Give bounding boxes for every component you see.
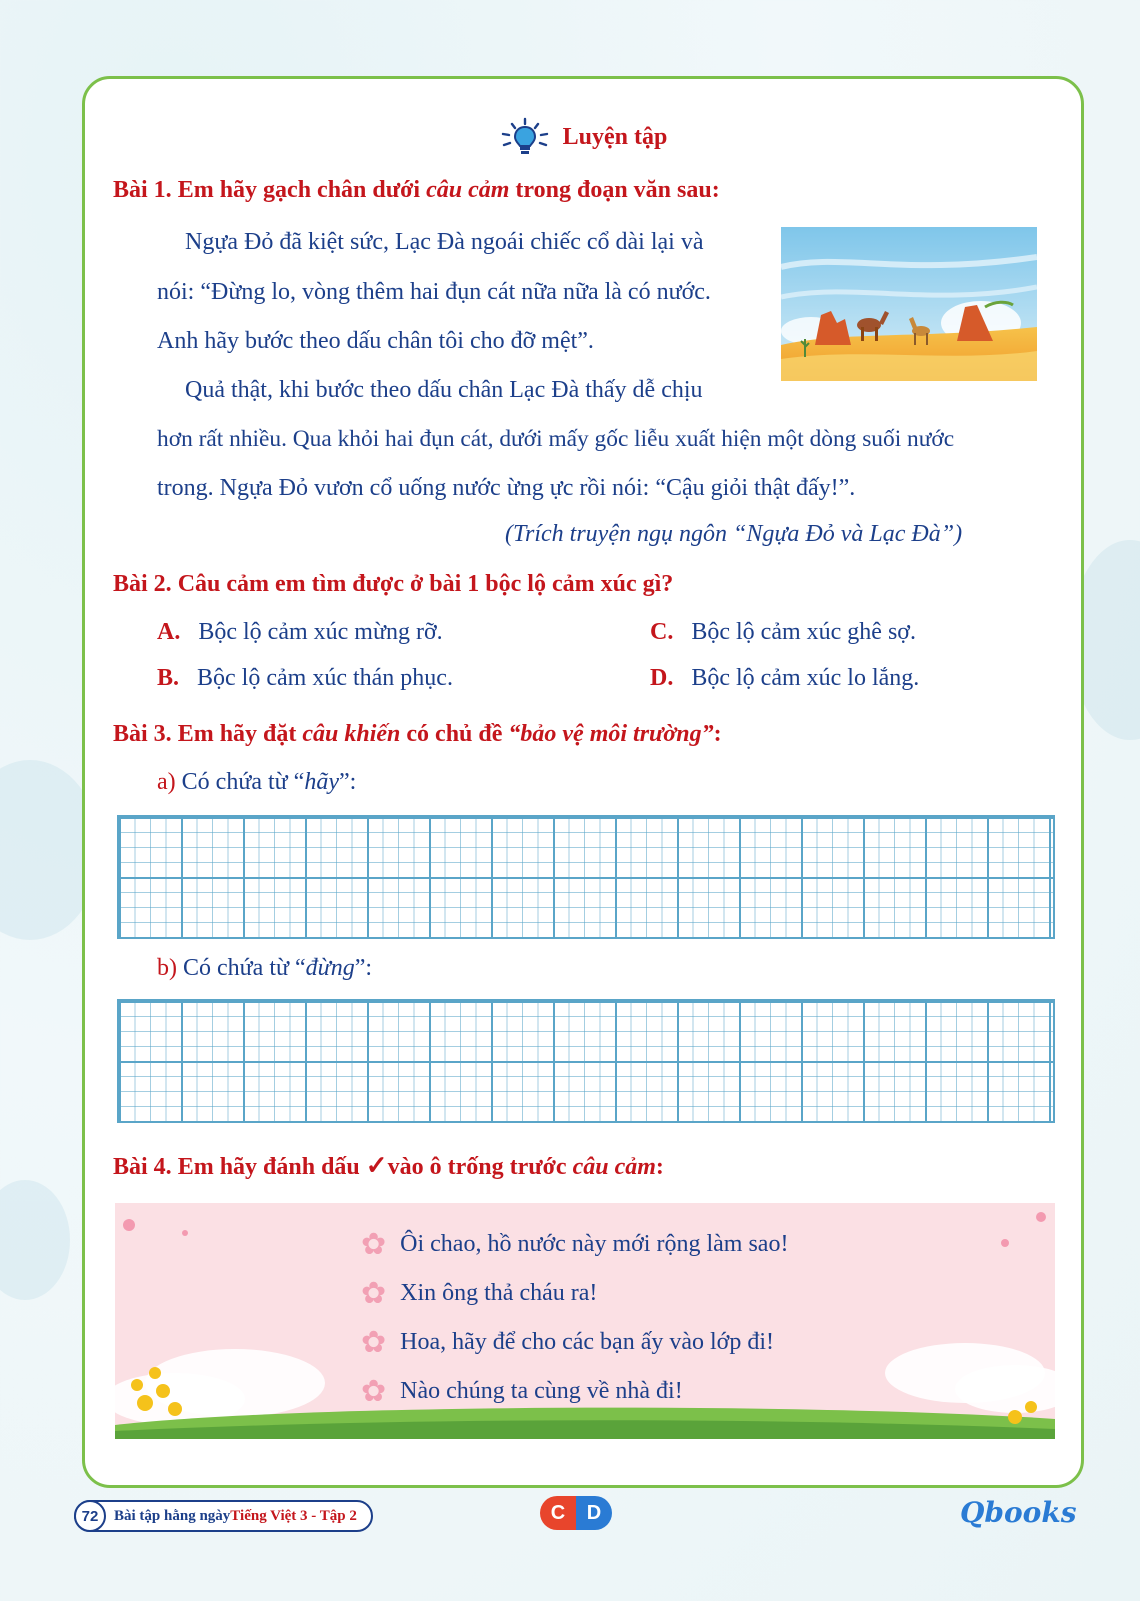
flower-checkbox-icon[interactable]: ✿ — [361, 1326, 387, 1359]
bai1-line-3: Anh hãy bước theo dấu chân tôi cho đỡ mệt”. — [157, 328, 594, 354]
content-frame — [82, 76, 1084, 1488]
bai4-question: Bài 4. Em hãy đánh dấu ✓vào ô trống trước câu cảm: — [113, 1151, 664, 1180]
bai4-items-panel — [115, 1203, 1055, 1439]
flower-checkbox-icon[interactable]: ✿ — [361, 1228, 387, 1261]
brand-logo: Qbooks — [960, 1496, 1077, 1529]
writing-grid-a[interactable] — [117, 815, 1055, 939]
bai4-item-4[interactable]: ✿ Nào chúng ta cùng về nhà đi! — [361, 1375, 683, 1408]
bai1-line-1: Ngựa Đỏ đã kiệt sức, Lạc Đà ngoái chiếc cổ dài lại và — [185, 229, 704, 255]
cd-badge: C D — [540, 1496, 612, 1530]
page-number: 72 — [74, 1500, 106, 1532]
footer-book-label: 72 Bài tập hằng ngày Tiếng Việt 3 - Tập 2 — [74, 1500, 373, 1532]
flower-checkbox-icon[interactable]: ✿ — [361, 1277, 387, 1310]
lightbulb-icon — [499, 117, 551, 157]
bai1-emph: câu cảm — [426, 177, 510, 203]
bai2-option-d[interactable]: D. Bộc lộ cảm xúc lo lắng. — [650, 665, 920, 691]
bai4-label: Bài 4. — [113, 1154, 172, 1180]
bai3-part-b: b) Có chứa từ “đừng”: — [157, 955, 373, 981]
bai1-line-5: hơn rất nhiều. Qua khỏi hai đụn cát, dưới mấy gốc liễu xuất hiện một dòng suối nước — [157, 426, 955, 452]
bai2-option-b[interactable]: B. Bộc lộ cảm xúc thán phục. — [157, 665, 453, 691]
bai1-line-2: nói: “Đừng lo, vòng thêm hai đụn cát nữa nữa là có nước. — [157, 279, 711, 305]
writing-grid-b[interactable] — [117, 999, 1055, 1123]
bai2-label: Bài 2. — [113, 571, 172, 597]
bai3-question: Bài 3. Em hãy đặt câu khiến có chủ đề “bảo vệ môi trường”: — [113, 721, 722, 747]
section-header — [85, 117, 1081, 157]
flower-checkbox-icon[interactable]: ✿ — [361, 1375, 387, 1408]
bai4-item-2[interactable]: ✿ Xin ông thả cháu ra! — [361, 1277, 598, 1310]
bai1-line-6: trong. Ngựa Đỏ vươn cổ uống nước ừng ực rồi nói: “Cậu giỏi thật đấy!”. — [157, 475, 856, 501]
section-title: Luyện tập — [562, 123, 668, 150]
bai2-option-c[interactable]: C. Bộc lộ cảm xúc ghê sợ. — [650, 619, 916, 645]
bai2-option-a[interactable]: A. Bộc lộ cảm xúc mừng rỡ. — [157, 619, 443, 645]
desert-illustration — [781, 227, 1037, 381]
bai1-question: Bài 1. Em hãy gạch chân dưới câu cảm trong đoạn văn sau: — [113, 177, 720, 203]
bai1-line-4: Quả thật, khi bước theo dấu chân Lạc Đà thấy dễ chịu — [185, 377, 703, 403]
bai2-question: Bài 2. Câu cảm em tìm được ở bài 1 bộc lộ cảm xúc gì? — [113, 571, 674, 597]
bai1-label: Bài 1. — [113, 177, 172, 203]
check-icon: ✓ — [365, 1151, 388, 1180]
bai3-part-a: a) Có chứa từ “hãy”: — [157, 769, 357, 795]
bai3-label: Bài 3. — [113, 721, 172, 747]
bai4-item-1[interactable]: ✿ Ôi chao, hồ nước này mới rộng làm sao! — [361, 1228, 789, 1261]
bai4-item-3[interactable]: ✿ Hoa, hãy để cho các bạn ấy vào lớp đi! — [361, 1326, 775, 1359]
bai1-source: (Trích truyện ngụ ngôn “Ngựa Đỏ và Lạc Đà”) — [505, 521, 963, 547]
